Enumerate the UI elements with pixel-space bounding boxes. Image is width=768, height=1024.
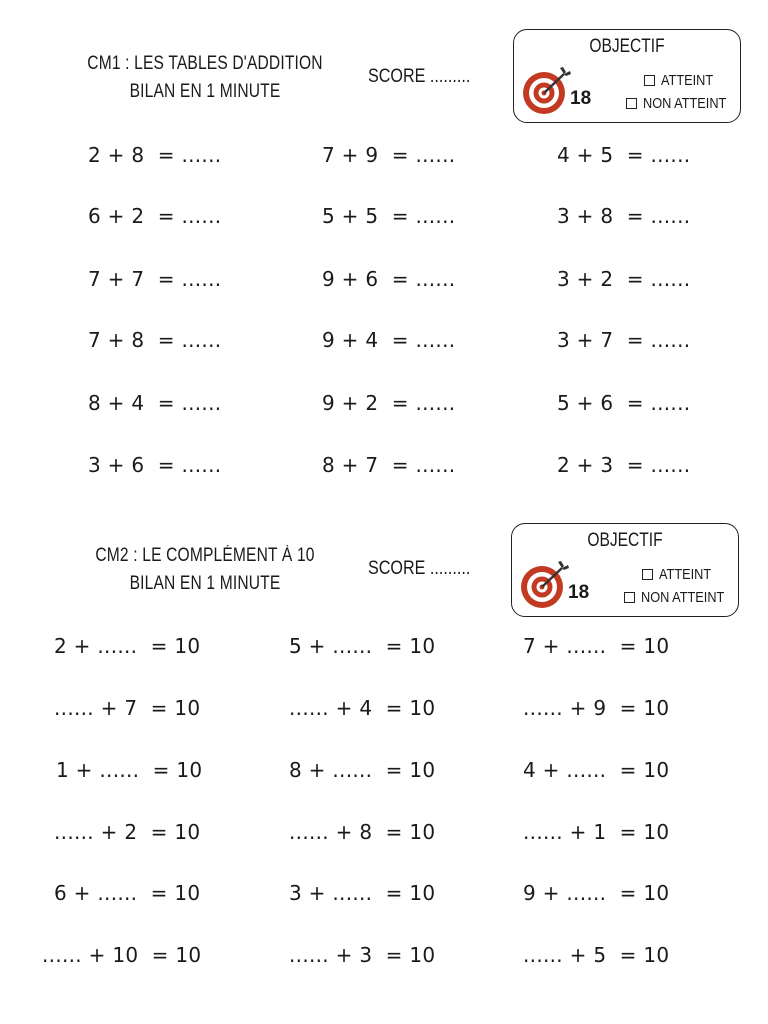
goal-number: 18 xyxy=(570,88,592,109)
goal-number: 18 xyxy=(568,582,590,603)
exercise-item[interactable]: 2 + 3 = ...... xyxy=(557,453,691,477)
section-cm1 xyxy=(0,0,768,500)
exercise-item[interactable]: 8 + 4 = ...... xyxy=(88,391,222,415)
exercise-item[interactable]: 5 + ...... = 10 xyxy=(289,634,436,658)
exercise-item[interactable]: 3 + 7 = ...... xyxy=(557,328,691,352)
exercise-item[interactable]: ...... + 8 = 10 xyxy=(289,820,436,844)
exercise-item[interactable]: 6 + ...... = 10 xyxy=(54,881,201,905)
checkbox-square[interactable] xyxy=(626,98,637,109)
exercise-item[interactable]: 7 + 8 = ...... xyxy=(88,328,222,352)
exercise-item[interactable]: 2 + ...... = 10 xyxy=(54,634,201,658)
checkbox-not-reached[interactable] xyxy=(626,95,741,112)
exercise-item[interactable]: 7 + 9 = ...... xyxy=(322,143,456,167)
exercise-item[interactable]: 3 + 6 = ...... xyxy=(88,453,222,477)
exercise-item[interactable]: 9 + 2 = ...... xyxy=(322,391,456,415)
exercise-item[interactable]: 9 + 4 = ...... xyxy=(322,328,456,352)
goal-box xyxy=(513,29,741,123)
checkbox-reached[interactable] xyxy=(644,72,722,89)
checkbox-square[interactable] xyxy=(624,592,635,603)
target-icon xyxy=(518,560,574,610)
goal-box xyxy=(511,523,739,617)
checkbox-square[interactable] xyxy=(642,569,653,580)
exercise-item[interactable]: ...... + 3 = 10 xyxy=(289,943,436,967)
exercise-item[interactable]: ...... + 10 = 10 xyxy=(42,943,202,967)
exercise-item[interactable]: 3 + 8 = ...... xyxy=(557,204,691,228)
exercise-item[interactable]: 7 + 7 = ...... xyxy=(88,267,222,291)
goal-heading: OBJECTIF xyxy=(587,530,663,551)
goal-heading: OBJECTIF xyxy=(589,36,665,57)
exercise-item[interactable]: ...... + 2 = 10 xyxy=(54,820,201,844)
checkbox-label: ATTEINT xyxy=(659,566,712,583)
exercise-item[interactable]: 4 + 5 = ...... xyxy=(557,143,691,167)
exercise-item[interactable]: 2 + 8 = ...... xyxy=(88,143,222,167)
exercise-item[interactable]: ...... + 7 = 10 xyxy=(54,696,201,720)
section-title xyxy=(70,542,341,598)
exercise-item[interactable]: 5 + 6 = ...... xyxy=(557,391,691,415)
checkbox-label: ATTEINT xyxy=(661,72,714,89)
section-cm2 xyxy=(0,500,768,1024)
target-icon xyxy=(520,66,576,116)
checkbox-reached[interactable] xyxy=(642,566,720,583)
exercise-item[interactable]: 5 + 5 = ...... xyxy=(322,204,456,228)
exercise-item[interactable]: 6 + 2 = ...... xyxy=(88,204,222,228)
title-line-2: BILAN EN 1 MINUTE xyxy=(129,573,281,594)
section-title xyxy=(70,50,341,106)
exercise-item[interactable]: ...... + 9 = 10 xyxy=(523,696,670,720)
title-line-2: BILAN EN 1 MINUTE xyxy=(129,81,281,102)
checkbox-square[interactable] xyxy=(644,75,655,86)
exercise-item[interactable]: ...... + 5 = 10 xyxy=(523,943,670,967)
checkbox-label: NON ATTEINT xyxy=(641,589,725,606)
exercise-item[interactable]: 1 + ...... = 10 xyxy=(56,758,203,782)
exercise-item[interactable]: 8 + 7 = ...... xyxy=(322,453,456,477)
exercise-item[interactable]: ...... + 1 = 10 xyxy=(523,820,670,844)
exercise-item[interactable]: 9 + ...... = 10 xyxy=(523,881,670,905)
exercise-item[interactable]: 4 + ...... = 10 xyxy=(523,758,670,782)
score-field[interactable]: SCORE ......... xyxy=(368,558,471,579)
exercise-item[interactable]: 9 + 6 = ...... xyxy=(322,267,456,291)
exercise-item[interactable]: 3 + ...... = 10 xyxy=(289,881,436,905)
title-line-1: CM1 : LES TABLES D'ADDITION xyxy=(87,53,323,74)
score-field[interactable]: SCORE ......... xyxy=(368,66,471,87)
exercise-item[interactable]: 8 + ...... = 10 xyxy=(289,758,436,782)
exercise-item[interactable]: 7 + ...... = 10 xyxy=(523,634,670,658)
title-line-1: CM2 : LE COMPLÉMENT À 10 xyxy=(95,545,315,566)
checkbox-label: NON ATTEINT xyxy=(643,95,727,112)
exercise-item[interactable]: 3 + 2 = ...... xyxy=(557,267,691,291)
exercise-item[interactable]: ...... + 4 = 10 xyxy=(289,696,436,720)
checkbox-not-reached[interactable] xyxy=(624,589,739,606)
